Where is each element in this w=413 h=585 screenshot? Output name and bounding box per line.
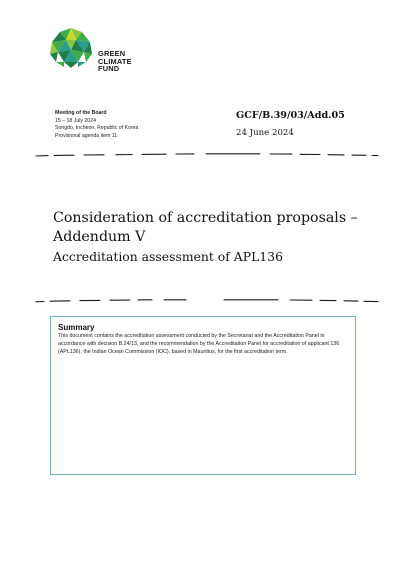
logo-line-1: GREEN <box>98 49 126 58</box>
title-line-1: Consideration of accreditation proposals – <box>53 210 358 226</box>
document-reference <box>236 110 345 139</box>
summary-text: This document contains the accreditation assessment conducted by the Secretariat and the Accreditation Panel in accordance with decision B.24/13, and the recommendation by the Accreditation Panel for accreditation of applicant 136 (APL136), the Indian Ocean Commission (IOC), based in Mauritius, for the first accreditation term. <box>58 333 340 355</box>
meeting-location: Songdo, Incheon, Republic of Korea <box>55 125 139 132</box>
summary-heading: Summary <box>58 323 95 332</box>
gcf-logo <box>48 26 148 84</box>
document-id: GCF/B.39/03/Add.05 <box>236 110 345 121</box>
meeting-title: Meeting of the Board <box>55 110 107 116</box>
document-date: 24 June 2024 <box>236 128 294 138</box>
document-subtitle: Accreditation assessment of APL136 <box>53 249 283 264</box>
document-title <box>53 209 383 247</box>
title-line-2: Addendum V <box>53 229 146 245</box>
summary-box <box>50 316 356 475</box>
logo-wordmark <box>98 50 132 73</box>
meeting-info <box>55 110 235 140</box>
logo-line-3: FUND <box>98 64 120 74</box>
meeting-dates: 15 – 18 July 2024 <box>55 117 96 124</box>
agenda-item: Provisional agenda item 11 <box>55 132 118 139</box>
title-block <box>53 209 383 265</box>
top-divider <box>34 152 380 158</box>
logo-line-2: CLIMATE <box>98 56 132 66</box>
bottom-divider <box>34 298 380 304</box>
green-climate-fund-logo-icon <box>48 26 94 70</box>
